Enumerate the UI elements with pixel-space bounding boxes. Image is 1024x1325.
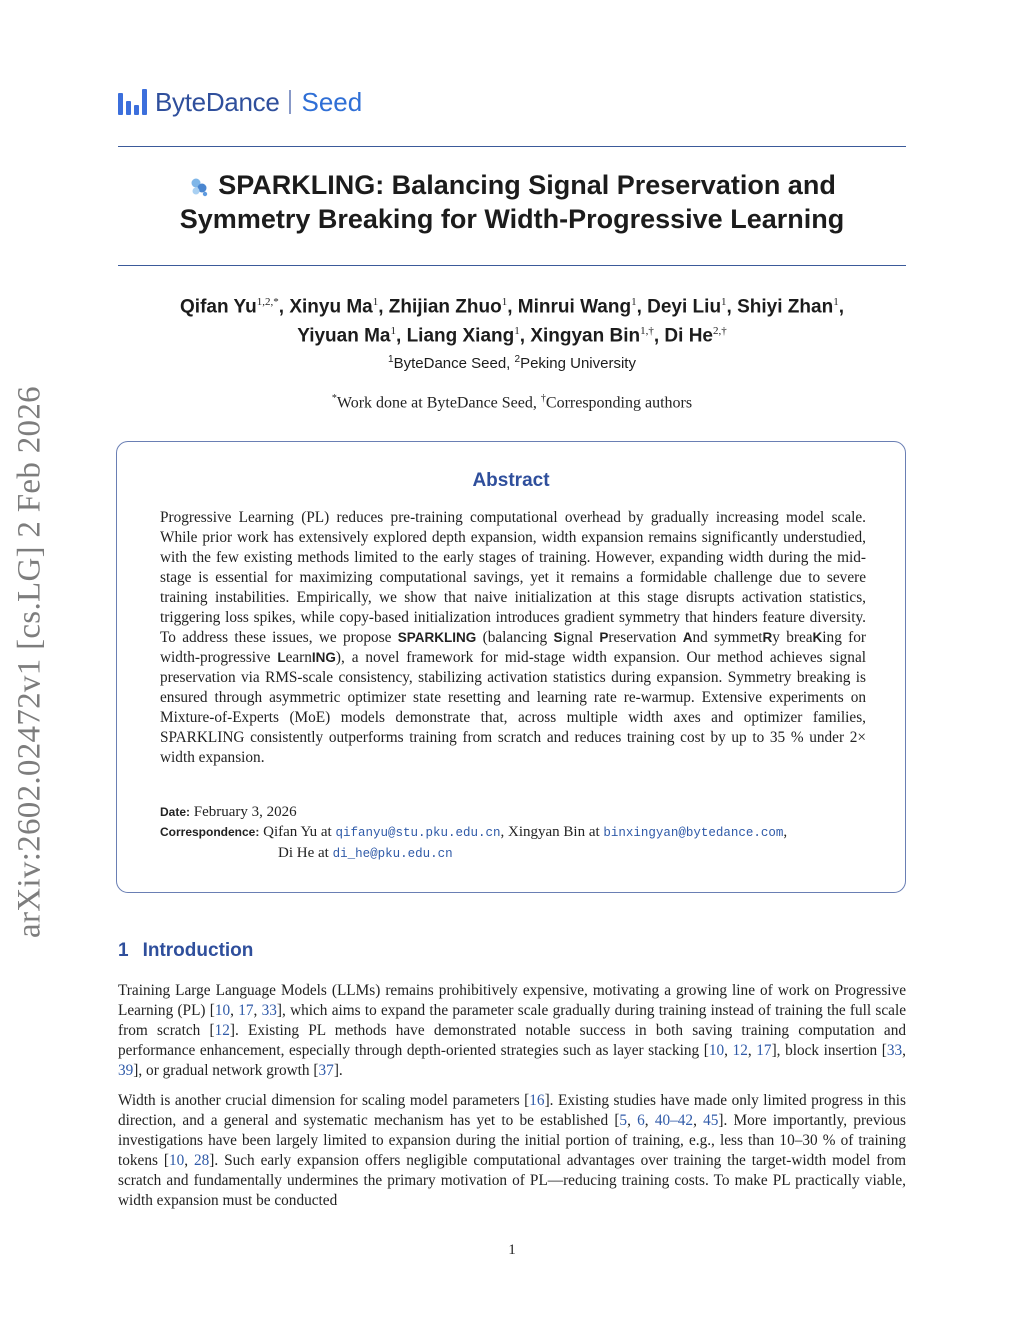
date-value: February 3, 2026 bbox=[193, 804, 297, 820]
author-line-1: Qifan $Yu^{1,2,*}$, Xinyu Ma$^1$, Zhijian Zhuo$^1$, Minrui Wang$^1$, Deyi Liu$^1$, Shiyi Zhan$^1$, bbox=[180, 296, 844, 318]
top-rule bbox=[118, 146, 906, 147]
citation-link[interactable]: 10 bbox=[168, 1152, 185, 1169]
bytedance-bars-icon bbox=[118, 89, 147, 115]
bytedance-seed-logo bbox=[118, 86, 362, 118]
citation-link[interactable]: 45 bbox=[703, 1112, 719, 1129]
date-line bbox=[160, 804, 297, 821]
author: Liang Xiang bbox=[406, 325, 515, 347]
abstract-text: Progressive Learning (PL) reduces pre-training computational overhead by gradually increasing model scale. While prior work has extensively explored depth expansion, width expansion remains significantly understudied, with the few existing methods limited to the early stages of training. However, expanding width during the mid-stage is essential for maximizing computational savings, yet it remains a formidable challenge due to severe training instabilities. Empirically, we show that naive initialization at this stage disrupts activation statistics, triggering loss spikes, while copy-based initialization introduces gradient symmetry that hinders feature diversity. To address these issues, we propose SPARKLING (balancing Signal Preservation And symmetRy breaKing for width-progressive LearnING), a novel framework for mid-stage width expansion. Our method achieves signal preservation via RMS-scale consistency, stabilizing activation statistics during expansion. Symmetry breaking is ensured through asymmetric optimizer state resetting and learning rate re-warmup. Extensive experiments on Mixture-of-Experts (MoE) models demonstrate that, across multiple width axes and optimizer families, SPARKLING consistently outperforms training from scratch and reduces training cost by up to 35 % under 2× width expansion. bbox=[160, 509, 866, 766]
author-line-2: Yiyuan Ma$^1$, Liang Xiang$^1$, Xingyan Bin$^{1,\dagger}$, Di $He^{2,\dagger}$ bbox=[297, 325, 727, 347]
author: Yiyuan Ma bbox=[297, 325, 391, 347]
citation-link[interactable]: 17 bbox=[238, 1002, 254, 1019]
author-notes: *Work done at ByteDance Seed, †Corresponding authors bbox=[331, 393, 693, 412]
citation-link[interactable]: 37 bbox=[318, 1062, 334, 1079]
author: Qifan Yu bbox=[180, 296, 257, 318]
author: Zhijian Zhuo bbox=[388, 296, 502, 318]
email-link[interactable]: qifanyu@stu.pku.edu.cn bbox=[335, 826, 501, 840]
author: Deyi Liu bbox=[647, 296, 722, 318]
citation-link[interactable]: 12 bbox=[732, 1042, 748, 1059]
citation-link[interactable]: 17 bbox=[756, 1042, 772, 1059]
citation-link[interactable]: 6 bbox=[637, 1112, 645, 1129]
citation-link[interactable]: 10 bbox=[708, 1042, 725, 1059]
logo-divider bbox=[289, 90, 291, 114]
title-bottom-rule bbox=[118, 265, 906, 266]
email-link[interactable]: binxingyan@bytedance.com bbox=[603, 826, 784, 840]
author: Shiyi Zhan bbox=[737, 296, 834, 318]
logo-seed-text: Seed bbox=[301, 86, 363, 117]
email-link[interactable]: di_he@pku.edu.cn bbox=[332, 847, 453, 861]
correspondence-label: Correspondence: bbox=[160, 825, 260, 839]
abstract-heading: Abstract bbox=[472, 470, 550, 491]
title-line-2: Symmetry Breaking for Width-Progressive Learning bbox=[179, 204, 845, 234]
citation-link[interactable]: 28 bbox=[193, 1152, 210, 1169]
logo-bytedance-text: ByteDance bbox=[155, 86, 280, 117]
correspondence-line: Correspondence: Qifan Yu at qifanyu@stu.pku.edu.cn, Xingyan Bin at binxingyan@bytedance.com, bbox=[160, 824, 788, 840]
author-list bbox=[118, 290, 906, 349]
citation-link[interactable]: 33 bbox=[886, 1042, 903, 1059]
correspondence-line-2: Di He at di_he@pku.edu.cn bbox=[278, 845, 453, 861]
page-number: 1 bbox=[508, 1242, 516, 1258]
date-label: Date: bbox=[160, 805, 191, 819]
citation-link[interactable]: 10 bbox=[214, 1002, 231, 1019]
citation-link[interactable]: 12 bbox=[214, 1022, 230, 1039]
citation-link[interactable]: 33 bbox=[261, 1002, 277, 1019]
title-line-1: SPARKLING: Balancing Signal Preservation and bbox=[118, 168, 906, 202]
citation-link[interactable]: 39 bbox=[118, 1062, 134, 1079]
intro-paragraph-1: Training Large Language Models (LLMs) remains prohibitively expensive, motivating a growing line of work on Progressive Learning (PL) [10, 17, 33], which aims to expand the parameter scale gradually during training instead of training the full scale from scratch [12]. Existing PL methods have demonstrated notable success in both saving training computation and performance enhancement, especially through depth-oriented strategies such as layer stacking [10, 12, 17], block insertion [33, 39], or gradual network growth [37]. bbox=[118, 982, 906, 1079]
paper-title bbox=[118, 168, 906, 236]
abstract-box bbox=[116, 441, 906, 893]
affiliations: $^1$ByteDance Seed, $^2$Peking University bbox=[388, 354, 636, 372]
citation-link[interactable]: 16 bbox=[529, 1092, 545, 1109]
sparkle-icon bbox=[188, 176, 210, 198]
citation-link[interactable]: 40–42 bbox=[654, 1112, 694, 1129]
intro-paragraph-2: Width is another crucial dimension for scaling model parameters [16]. Existing studies have made only limited progress in this direction, and a general and systematic mechanism has yet to be established [5, 6, 40–42, 45]. More importantly, previous investigations have been largely limited to expansion during the initial portion of training, e.g., less than 10–30 % of training tokens [10, 28]. Such early expansion offers negligible computational advantages over training the target-width model from scratch and fundamentally undermines the primary motivation of PL—reducing training costs. To make PL practically viable, width expansion must be conducted bbox=[118, 1092, 906, 1209]
author: Xinyu Ma bbox=[289, 296, 373, 318]
arxiv-identifier: arXiv:2602.02472v1 [cs.LG] 2 Feb 2026 bbox=[11, 386, 48, 938]
section-heading-introduction: 1 Introduction bbox=[118, 940, 254, 961]
author: Xingyan Bin bbox=[530, 325, 641, 347]
citation-link[interactable]: 5 bbox=[619, 1112, 628, 1129]
author: Minrui Wang bbox=[517, 296, 632, 318]
author: Di He bbox=[664, 325, 713, 347]
